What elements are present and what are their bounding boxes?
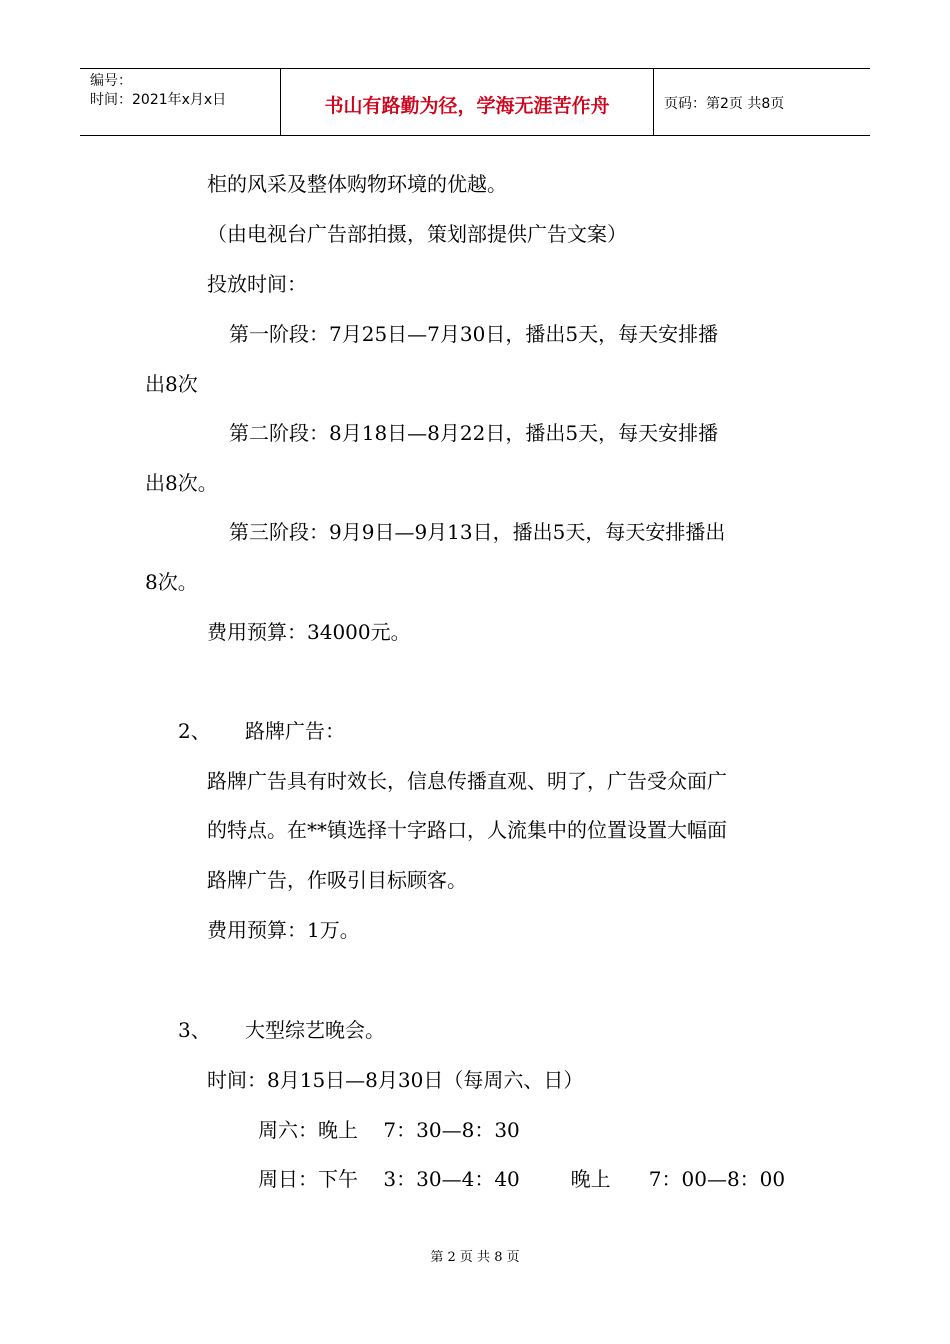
- body-line-4: 第一阶段：7月25日—7月30日，播出5天，每天安排播: [229, 322, 719, 346]
- body-line-6: 第二阶段：8月18日—8月22日，播出5天，每天安排播: [229, 421, 719, 445]
- body-line-19: 时间：8月15日—8月30日（每周六、日）: [207, 1068, 584, 1092]
- body-line-15: 路牌广告，作吸引目标顾客。: [207, 868, 467, 892]
- document-number-label: 编号：: [90, 73, 132, 89]
- header-motto: 书山有路勤为径，学海无涯苦作舟: [281, 69, 654, 135]
- body-line-3: 投放时间：: [207, 272, 307, 296]
- body-line-8: 第三阶段：9月9日—9月13日，播出5天，每天安排播出: [229, 520, 726, 544]
- section-number-3: 3、: [178, 1018, 211, 1042]
- body-line-9: 8次。: [145, 570, 198, 594]
- header-page-info: 页码：第2页 共8页: [664, 96, 785, 112]
- page-header: [80, 68, 870, 136]
- body-line-5: 出8次: [145, 372, 198, 396]
- section-title-3: 大型综艺晚会。: [245, 1018, 385, 1042]
- body-line-20: 周六：晚上 7：30—8：30: [258, 1118, 520, 1142]
- body-line-10: 费用预算：34000元。: [207, 620, 411, 644]
- section-number-2: 2、: [178, 719, 211, 743]
- header-meta: [80, 69, 281, 135]
- body-line-14: 的特点。在**镇选择十字路口，人流集中的位置设置大幅面: [207, 818, 727, 842]
- section-title-2: 路牌广告：: [245, 719, 345, 743]
- page-footer: 第 2 页 共 8 页: [430, 1250, 520, 1265]
- body-line-21: 周日：下午 3：30—4：40 晚上 7：00—8：00: [258, 1167, 786, 1191]
- body-line-1: 柜的风采及整体购物环境的优越。: [207, 172, 507, 196]
- body-line-16: 费用预算：1万。: [207, 918, 360, 942]
- body-line-13: 路牌广告具有时效长，信息传播直观、明了，广告受众面广: [207, 769, 727, 793]
- body-line-7: 出8次。: [145, 471, 218, 495]
- document-date: 时间：2021年x月x日: [90, 92, 227, 108]
- body-line-2: （由电视台广告部拍摄，策划部提供广告文案）: [207, 222, 627, 246]
